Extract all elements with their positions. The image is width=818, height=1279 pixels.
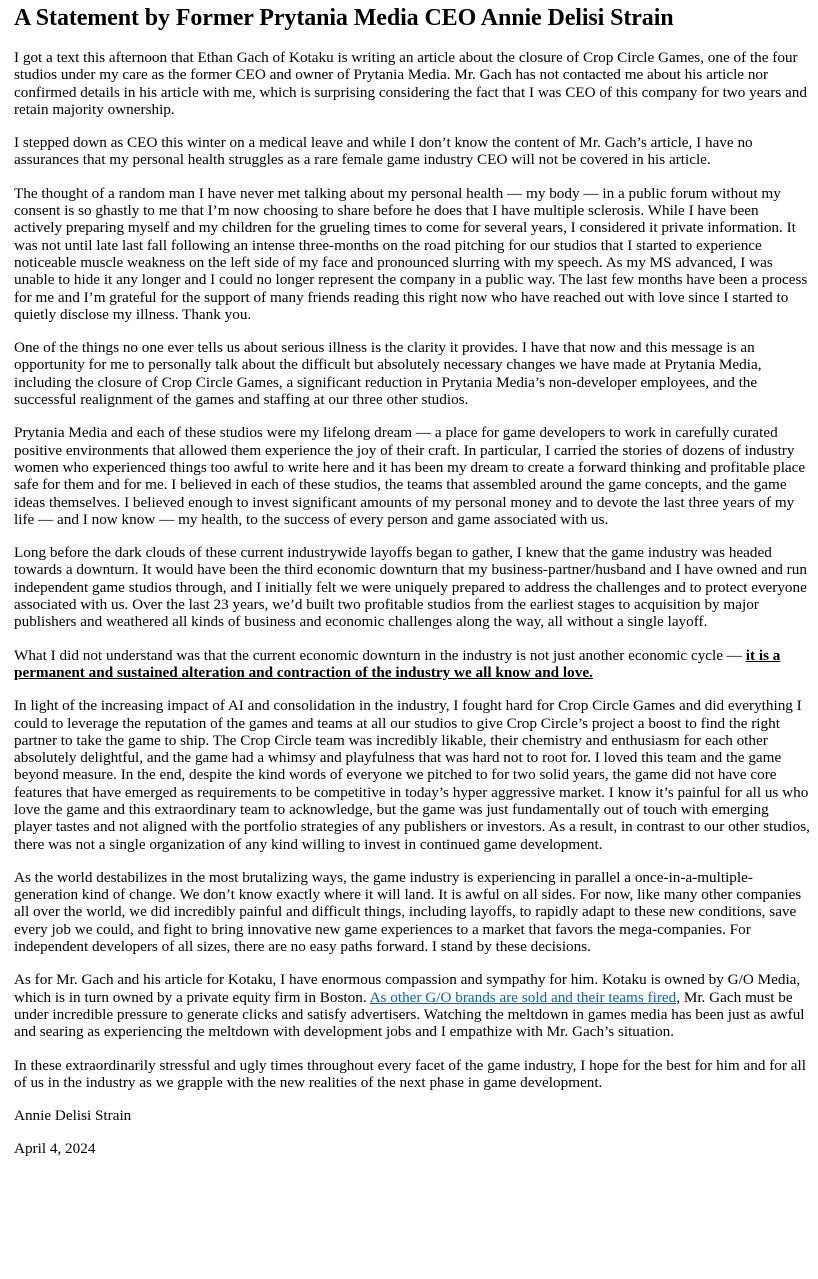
go-brands-link[interactable]: As other G/O brands are sold and their teams fired [369, 988, 677, 1006]
date: April 4, 2024 [14, 1140, 96, 1158]
paragraph-1: I got a text this afternoon that Ethan Gach of Kotaku is writing an article about the closure of Crop Circle Games, one of the four studios under my care as the former CEO and owner of Prytania Media. Mr. Gach has not contacted me about his article nor confirmed details in his article with me, which is surprising considering the fact that I was CEO of this company for two years and retain majority ownership. [14, 49, 807, 118]
emphasized-statement: it is a permanent and sustained alteration and contraction of the industry we all know and love. [14, 646, 781, 681]
statement-document [0, 4, 818, 1158]
paragraph-4: One of the things no one ever tells us about serious illness is the clarity it provides. I have that now and this message is an opportunity for me to personally talk about the difficult but absolutely necessary changes we have made at Prytania Media, including the closure of Crop Circle Games, a significant reduction in Prytania Media’s non-developer employees, and the successful realignment of the games and staffing at our three other studios. [14, 339, 762, 409]
paragraph-8: In light of the increasing impact of AI and consolidation in the industry, I fought hard for Crop Circle Games and did everything I could to leverage the reputation of the games and teams at all our studios to give Crop Circle’s project a boost to find the right partner to take the game to ship. The Crop Circle team was incredibly likable, their chemistry and enthusiasm for each other absolutely delightful, and the game had a whimsy and playfulness that was hard not to root for. I loved this team and the game beyond measure. In the end, despite the kind words of everyone we pitched to for two solid years, the game did not have core features that have emerged as requirements to be competitive in today’s hyper aggressive market. I know it’s painful for all us who love the game and this extraordinary team to acknowledge, but the game was just fundamentally out of touch with emerging player tastes and not aligned with the portfolio strategies of any publishers or investors. As a result, in contrast to our other studios, there was not a single organization of any kind willing to invest in continued game development. [14, 697, 810, 853]
paragraph-11: In these extraordinarily stressful and ugly times throughout every facet of the game industry, I hope for the best for him and for all of us in the industry as we grapple with the new realities of the next phase in game development. [14, 1056, 806, 1091]
paragraph-10-text-start: As for Mr. Gach and his article for Kotaku, I have enormous compassion and sympathy for him. Kotaku is owned by G/O Media, which is in turn owned by a private equity firm in Boston. [14, 971, 801, 1006]
paragraph-10 [14, 971, 810, 1040]
paragraph-9: As the world destabilizes in the most brutalizing ways, the game industry is experiencing in parallel a once-in-a-multiple-generation kind of change. We don’t know exactly where it will land. It is awful on all sides. For now, like many other companies all over the world, we did incredibly painful and difficult things, including layoffs, to rapidly adapt to these new conditions, save every job we could, and fight to bring innovative new game experiences to a market that favors the mega-companies. For independent developers of all sizes, there are no easy paths forward. I stand by these decisions. [14, 868, 802, 956]
paragraph-2: I stepped down as CEO this winter on a medical leave and while I don’t know the content of Mr. Gach’s article, I have no assurances that my personal health struggles as a rare female game industry CEO will not be covered in his article. [14, 134, 753, 169]
signature: Annie Delisi Strain [14, 1107, 132, 1125]
paragraph-5: Prytania Media and each of these studios were my lifelong dream — a place for game developers to work in carefully curated positive environments that allowed them experience the joy of their craft. In particular, I carried the stories of dozens of industry women who experienced things too awful to write here and it has been my dream to create a forward thinking and profitable place safe for them and for me. I believed in each of these studios, the teams that assembled around the game concepts, and the game ideas themselves. I believed enough to invest significant amounts of my personal money and to devote the last three years of my life — and I now know — my health, to the success of every person and game associated with us. [14, 424, 806, 528]
paragraph-6: Long before the dark clouds of these current industrywide layoffs began to gather, I knew that the game industry was headed towards a downturn. It would have been the third economic downturn that my business-partner/husband and I have owned and run independent game studios through, and I initially felt we were uniquely prepared to address the challenges and to protect everyone associated with us. Over the last 23 years, we’d built two profitable studios from the earliest stages to acquisition by major publishers and weathered all kinds of business and economic challenges along the way, all without a single layoff. [14, 544, 807, 631]
paragraph-3: The thought of a random man I have never met talking about my personal health — my body — in a public forum without my consent is so ghastly to me that I’m now choosing to share before he does that I have multiple sclerosis. While I have been actively preparing myself and my children for the grueling times to come for several years, I considered it private information. It was not until late last fall following an intense three-months on the road pitching for our studios that I started to experience noticeable muscle weakness on the left side of my face and pronounced slurring with my speech. As my MS advanced, I was unable to hide it any longer and I could no longer represent the company in a public way. The last few months have been a process for me and I’m grateful for the support of many friends reading this right now who have reached out with love since I started to quietly disclose my illness. Thank you. [14, 184, 808, 323]
paragraph-7 [14, 647, 810, 682]
paragraph-7-text: What I did not understand was that the current economic downturn in the industry is not just another economic cycle — [14, 646, 746, 664]
page-title: A Statement by Former Prytania Media CEO Annie Delisi Strain [14, 5, 674, 31]
paragraph-10-text-end: , Mr. Gach must be under incredible pressure to generate clicks and satisfy advertisers. Watching the meltdown in games media has been just as awful and searing as experiencing the meltdown with development jobs and I empathize with Mr. Gach’s situation. [14, 988, 805, 1041]
